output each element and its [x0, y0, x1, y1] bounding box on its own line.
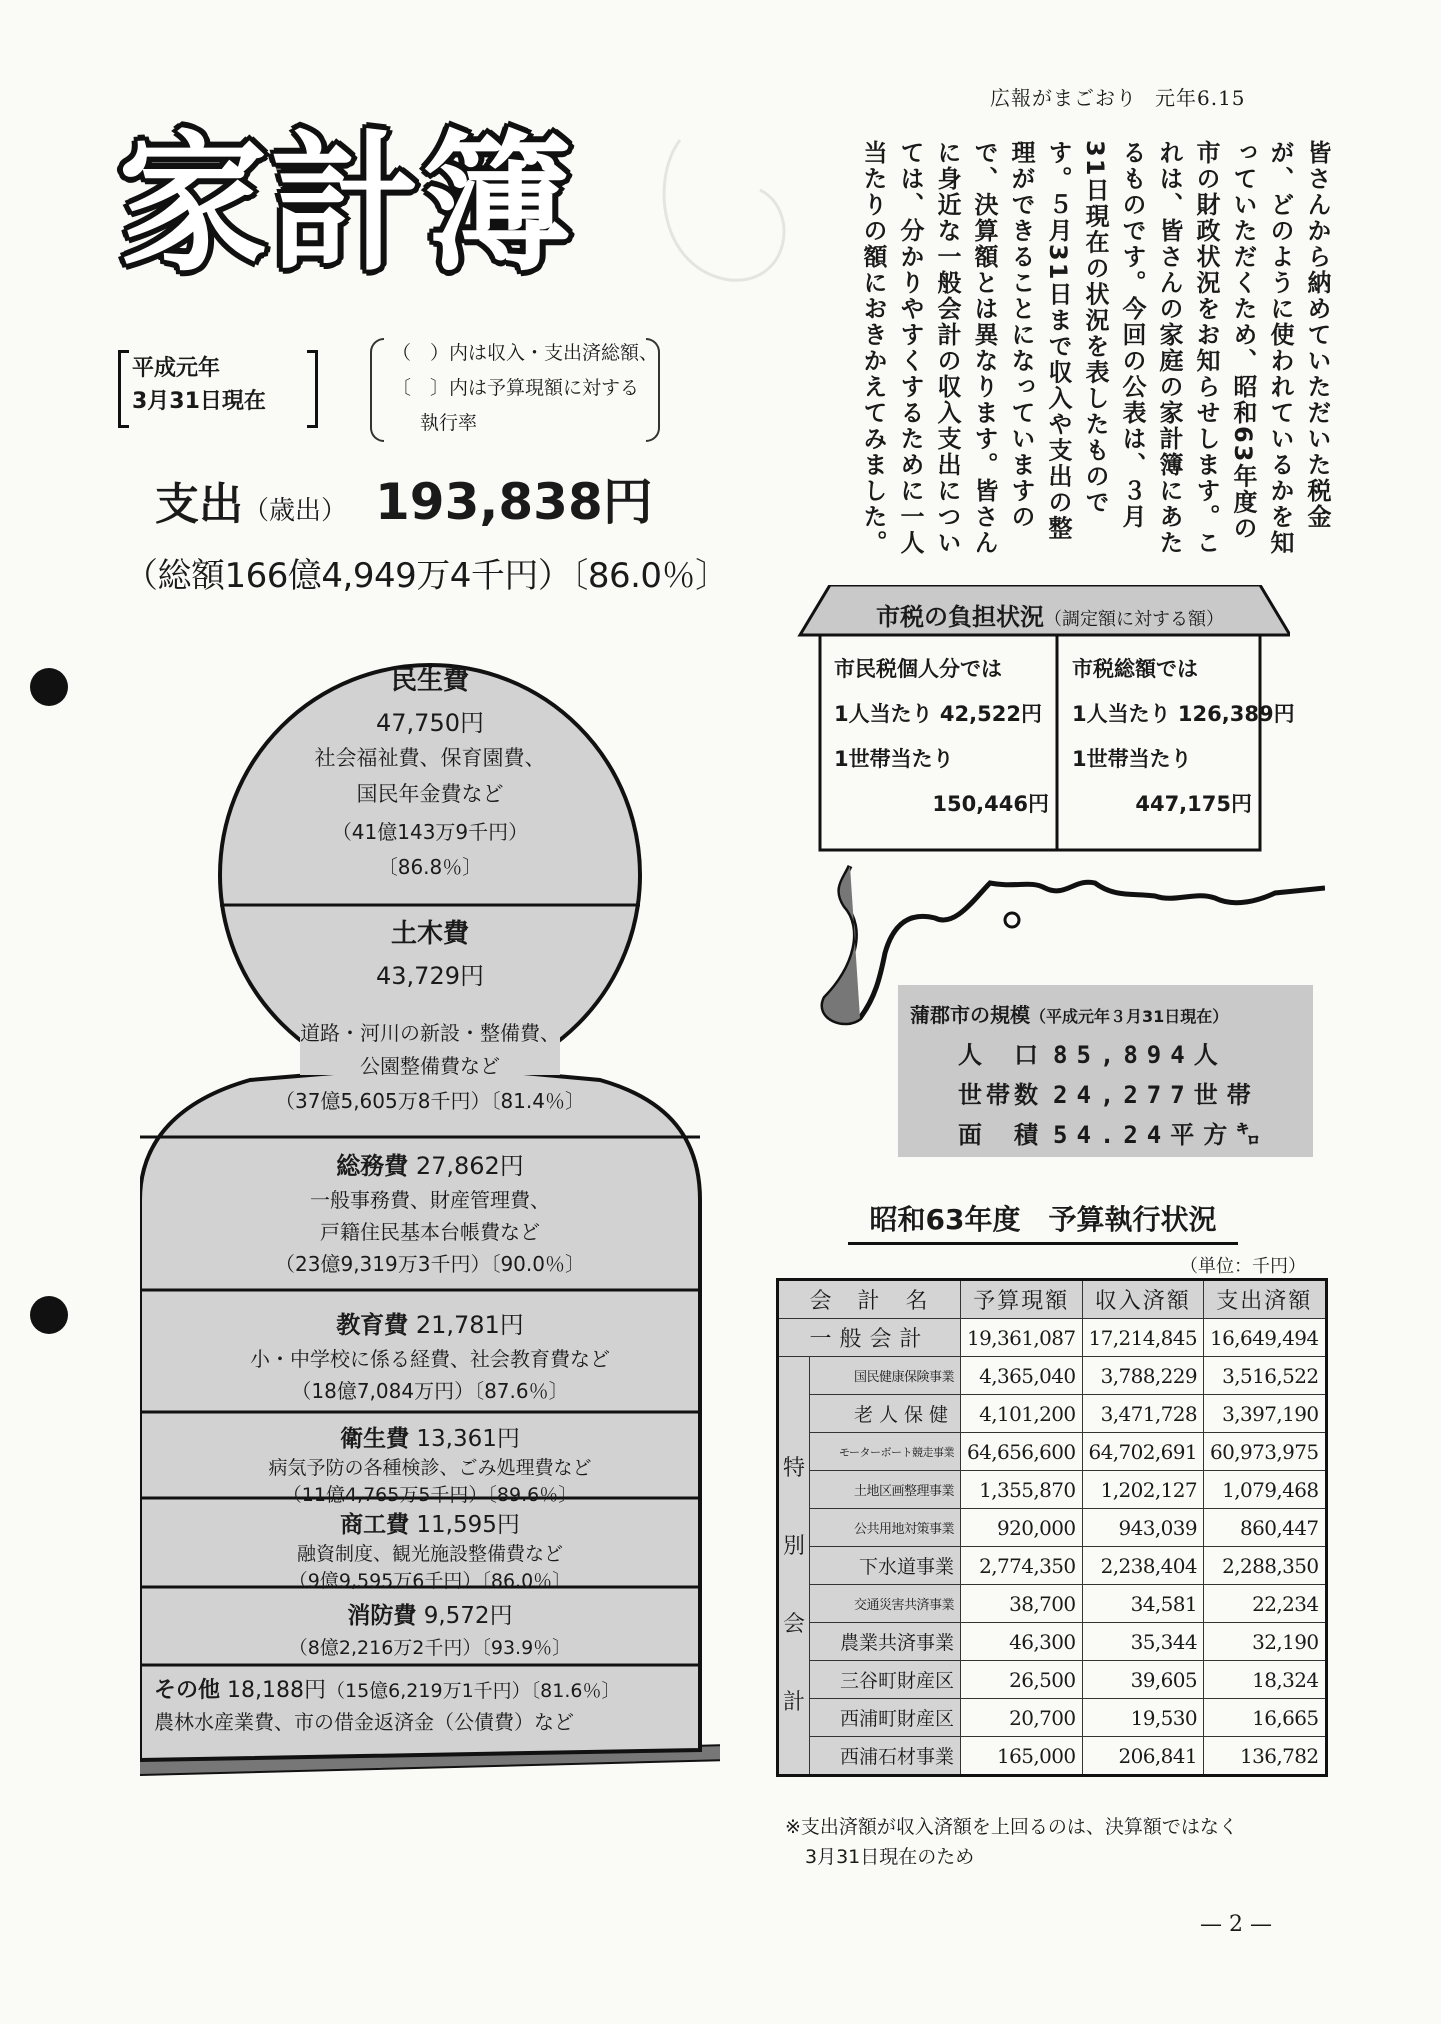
table-row: [778, 1737, 1327, 1776]
category-name: 総務費: [336, 1152, 409, 1180]
scale-title-sub: （平成元年３月31日現在）: [1030, 1007, 1229, 1026]
row-name: モーターボート競走事業: [810, 1433, 961, 1471]
cell-revenue: 35,344: [1082, 1623, 1204, 1661]
page-title: 家計簿: [118, 118, 575, 292]
note-line3: 執行率: [420, 412, 478, 434]
category-amount: 43,729円: [376, 962, 484, 990]
category-desc1: 社会福祉費、保育園費、: [314, 746, 546, 770]
cell-expenditure: 860,447: [1204, 1509, 1327, 1547]
cell-expenditure: 16,649,494: [1204, 1319, 1327, 1357]
category-total: （41億143万9千円）: [331, 820, 529, 844]
tax-total-per-person: 1人当たり 126,389円: [1072, 702, 1295, 726]
expenditure-figure: [140, 660, 720, 1800]
budget-unit: （単位：千円）: [1180, 1256, 1306, 1277]
cell-expenditure: 136,782: [1204, 1737, 1327, 1776]
special-char: 特: [782, 1455, 805, 1481]
table-row: [778, 1699, 1327, 1737]
tax-total-per-household: 447,175円: [1135, 792, 1252, 816]
households-label: 世帯数: [958, 1081, 1042, 1109]
note-line2: 〔 〕内は予算現額に対する: [392, 377, 640, 399]
cell-revenue: 3,471,728: [1082, 1395, 1204, 1433]
tax-title-sub: （調定額に対する額）: [1044, 609, 1224, 630]
row-name: 公共用地対策事業: [810, 1509, 961, 1547]
cell-budget: 920,000: [961, 1509, 1083, 1547]
category-desc2: 国民年金費など: [356, 782, 504, 806]
scale-population-row: [958, 1035, 1227, 1070]
category-amount: 21,781円: [415, 1311, 524, 1339]
expenditure-amount: 193,838円: [375, 473, 653, 531]
category-desc1: 融資制度、観光施設整備費など: [296, 1543, 563, 1565]
binder-hole: [30, 668, 68, 706]
tax-individual-per-household: 150,446円: [932, 792, 1049, 816]
budget-title-underline: [848, 1242, 1238, 1245]
cell-revenue: 206,841: [1082, 1737, 1204, 1776]
cell-expenditure: 60,973,975: [1204, 1433, 1327, 1471]
category-total: （9億9,595万6千円）〔86.0％〕: [288, 1570, 572, 1592]
row-name: 国民健康保険事業: [810, 1357, 961, 1395]
special-account-label: [778, 1357, 810, 1776]
table-header-row: [778, 1280, 1327, 1319]
cell-expenditure: 1,079,468: [1204, 1471, 1327, 1509]
cell-expenditure: 16,665: [1204, 1699, 1327, 1737]
table-row: [778, 1319, 1327, 1357]
category-desc2: 戸籍住民基本台帳費など: [320, 1220, 540, 1244]
issue-date: 元年6.15: [1155, 86, 1246, 110]
households-value: 24,277世帯: [1053, 1081, 1260, 1109]
cell-expenditure: 22,234: [1204, 1585, 1327, 1623]
category-name: 消防費: [347, 1603, 417, 1629]
cell-budget: 4,365,040: [961, 1357, 1083, 1395]
cell-budget: 19,361,087: [961, 1319, 1083, 1357]
row-name: 西浦石材事業: [810, 1737, 961, 1776]
category-name: その他: [154, 1678, 221, 1703]
area-label: 面 積: [958, 1121, 1042, 1149]
table-row: [778, 1357, 1327, 1395]
category-desc1: 農林水産業費、市の借金返済金（公債費）など: [154, 1710, 574, 1734]
row-name: 三谷町財産区: [810, 1661, 961, 1699]
table-row: [778, 1661, 1327, 1699]
cell-revenue: 2,238,404: [1082, 1547, 1204, 1585]
category-rate: 〔86.8％〕: [377, 855, 483, 879]
category-total: （8億2,216万2千円）〔93.9％〕: [288, 1637, 572, 1659]
category-public-works: [140, 913, 720, 1114]
category-amount: 18,188円: [227, 1678, 326, 1703]
category-name: 商工費: [340, 1512, 410, 1538]
category-total: （11億4,765万5千円）〔89.6％〕: [282, 1484, 578, 1506]
category-fire: [140, 1597, 720, 1660]
category-amount: 47,750円: [376, 709, 484, 737]
cell-budget: 26,500: [961, 1661, 1083, 1699]
category-total: （23億9,319万3千円）〔90.0％〕: [275, 1252, 585, 1276]
note-line1: （ ）内は収入・支出済総額、: [392, 342, 659, 364]
cell-budget: 1,355,870: [961, 1471, 1083, 1509]
row-name: 一般会計: [778, 1319, 961, 1357]
cell-budget: 2,774,350: [961, 1547, 1083, 1585]
tax-individual-heading: 市民税個人分では: [834, 657, 1002, 681]
row-name: 下水道事業: [810, 1547, 961, 1585]
scale-households-row: [958, 1075, 1260, 1110]
category-name: 教育費: [336, 1311, 409, 1339]
special-char: 会: [782, 1611, 805, 1637]
footnote-line1: ※支出済額が収入済額を上回るのは、決算額ではなく: [785, 1816, 1238, 1838]
scale-area-row: [958, 1115, 1269, 1150]
tax-total: [1072, 647, 1295, 827]
category-desc1: 道路・河川の新設・整備費、: [300, 1021, 560, 1045]
tax-total-household-label: 1世帯当たり: [1072, 747, 1192, 771]
header-revenue: 収入済額: [1082, 1280, 1204, 1319]
cell-expenditure: 32,190: [1204, 1623, 1327, 1661]
legend-note-box: [370, 336, 660, 444]
table-row: [778, 1471, 1327, 1509]
special-char: 別: [782, 1533, 805, 1559]
table-row: [778, 1509, 1327, 1547]
intro-paragraph: 皆さんから納めていただいた税金が、どのように使われているかを知っていただくため、昭和63年度の市の財政状況をお知らせします。これは、皆さんの家庭の家計簿にあたるものです。今回の公表は、３月31日現在の状況を表したものです。５月31日まで収入や支出の整理ができることになっていますので、決算額とは異なります。皆さんに身近な一般会計の収入支出については、分かりやすくするために一人当たりの額におきかえてみました。: [859, 140, 1331, 556]
cell-expenditure: 2,288,350: [1204, 1547, 1327, 1585]
category-other: [154, 1673, 700, 1735]
category-desc1: 小・中学校に係る経費、社会教育費など: [250, 1347, 610, 1371]
category-total: （18億7,084万円）〔87.6％〕: [291, 1379, 569, 1403]
category-desc1: 病気予防の各種検診、ごみ処理費など: [268, 1457, 592, 1479]
category-name: 衛生費: [340, 1426, 410, 1452]
row-name: 西浦町財産区: [810, 1699, 961, 1737]
category-total: （15億6,219万1千円）〔81.6％〕: [326, 1680, 621, 1702]
city-tax-panel: [790, 585, 1295, 855]
category-commerce: [140, 1506, 720, 1593]
cell-budget: 64,656,600: [961, 1433, 1083, 1471]
area-value: 54.24平方㌔: [1053, 1121, 1270, 1149]
category-general-affairs: [140, 1146, 720, 1277]
expenditure-heading: [155, 462, 653, 534]
cell-revenue: 1,202,127: [1082, 1471, 1204, 1509]
header-account-name: 会 計 名: [778, 1280, 961, 1319]
tax-individual: [834, 647, 1049, 827]
category-amount: 11,595円: [416, 1512, 520, 1538]
scale-title: 蒲郡市の規模（平成元年３月31日現在）: [910, 1003, 1229, 1027]
category-name: 民生費: [390, 666, 469, 696]
tax-total-heading: 市税総額では: [1072, 657, 1198, 681]
tax-individual-household-label: 1世帯当たり: [834, 747, 954, 771]
category-welfare: [140, 660, 720, 880]
category-name: 土木費: [390, 919, 469, 949]
cell-budget: 4,101,200: [961, 1395, 1083, 1433]
special-char: 計: [782, 1689, 805, 1715]
table-row: [778, 1585, 1327, 1623]
category-sanitation: [140, 1420, 720, 1507]
cell-revenue: 19,530: [1082, 1699, 1204, 1737]
city-scale-box: [898, 985, 1313, 1157]
as-of-date-box: [118, 350, 318, 420]
table-row: [778, 1395, 1327, 1433]
row-name: 農業共済事業: [810, 1623, 961, 1661]
category-education: [140, 1305, 720, 1404]
cell-budget: 38,700: [961, 1585, 1083, 1623]
row-name: 土地区画整理事業: [810, 1471, 961, 1509]
binder-hole: [30, 1296, 68, 1334]
publication-name: 広報がまごおり: [990, 86, 1137, 110]
tax-individual-per-person: 1人当たり 42,522円: [834, 702, 1042, 726]
expenditure-label: 支出: [155, 479, 243, 530]
population-value: 85,894人: [1053, 1041, 1227, 1069]
page-number: — 2 —: [1200, 1912, 1272, 1937]
category-desc1: 一般事務費、財産管理費、: [310, 1188, 550, 1212]
expenditure-label-sub: （歳出）: [243, 496, 348, 526]
cell-revenue: 64,702,691: [1082, 1433, 1204, 1471]
cell-budget: 20,700: [961, 1699, 1083, 1737]
cell-revenue: 943,039: [1082, 1509, 1204, 1547]
budget-footnote: [785, 1812, 1315, 1872]
category-amount: 27,862円: [415, 1152, 524, 1180]
cell-budget: 46,300: [961, 1623, 1083, 1661]
footnote-line2: 3月31日現在のため: [805, 1846, 975, 1868]
as-of-line1: 平成元年: [132, 356, 221, 381]
cell-budget: 165,000: [961, 1737, 1083, 1776]
cell-revenue: 39,605: [1082, 1661, 1204, 1699]
budget-table: [776, 1278, 1328, 1777]
tax-title: 市税の負担状況（調定額に対する額）: [876, 603, 1224, 631]
cell-expenditure: 18,324: [1204, 1661, 1327, 1699]
expenditure-total: （総額166億4,949万4千円）〔86.0％〕: [124, 556, 729, 596]
table-row: [778, 1623, 1327, 1661]
table-row: [778, 1547, 1327, 1585]
row-name: 老人保健: [810, 1395, 961, 1433]
cell-revenue: 17,214,845: [1082, 1319, 1204, 1357]
page-header: [990, 82, 1246, 111]
header-expenditure: 支出済額: [1204, 1280, 1327, 1319]
population-label: 人 口: [958, 1041, 1042, 1069]
category-desc2: 公園整備費など: [360, 1054, 500, 1078]
category-amount: 9,572円: [423, 1603, 513, 1629]
cell-revenue: 3,788,229: [1082, 1357, 1204, 1395]
cell-expenditure: 3,516,522: [1204, 1357, 1327, 1395]
category-amount: 13,361円: [416, 1426, 520, 1452]
as-of-line2: 3月31日現在: [132, 389, 266, 414]
budget-title: 昭和63年度 予算執行状況: [869, 1203, 1217, 1236]
row-name: 交通災害共済事業: [810, 1585, 961, 1623]
cell-revenue: 34,581: [1082, 1585, 1204, 1623]
table-row: [778, 1433, 1327, 1471]
category-total: （37億5,605万8千円）〔81.4％〕: [275, 1089, 585, 1113]
header-budget: 予算現額: [961, 1280, 1083, 1319]
cell-expenditure: 3,397,190: [1204, 1395, 1327, 1433]
